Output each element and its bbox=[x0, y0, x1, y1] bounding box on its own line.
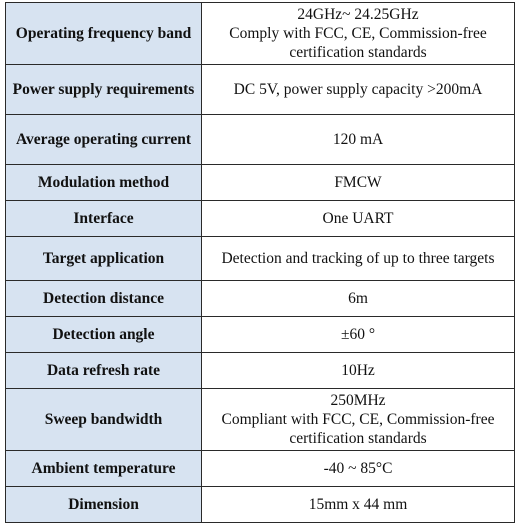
table-row bbox=[6, 487, 515, 523]
spec-value-line: Comply with FCC, CE, Commission-free certification standards bbox=[229, 25, 487, 61]
spec-value-line: ±60 ° bbox=[340, 326, 376, 343]
spec-label: Modulation method bbox=[6, 165, 202, 201]
specification-table bbox=[5, 2, 515, 523]
table-row bbox=[6, 115, 515, 165]
spec-label: Average operating current bbox=[6, 115, 202, 165]
spec-value bbox=[202, 451, 515, 487]
spec-value bbox=[202, 389, 515, 451]
spec-value bbox=[202, 317, 515, 353]
spec-label: Dimension bbox=[6, 487, 202, 523]
spec-value-line: 24GHz~ 24.25GHz bbox=[297, 6, 419, 23]
table-row bbox=[6, 201, 515, 237]
spec-label: Detection distance bbox=[6, 281, 202, 317]
spec-label: Operating frequency band bbox=[6, 3, 202, 65]
specification-table-body bbox=[6, 3, 515, 523]
spec-label: Target application bbox=[6, 237, 202, 281]
spec-value bbox=[202, 3, 515, 65]
spec-value-line: -40 ~ 85°C bbox=[323, 460, 393, 477]
spec-value bbox=[202, 115, 515, 165]
spec-value-line: DC 5V, power supply capacity >200mA bbox=[233, 81, 483, 98]
spec-value bbox=[202, 65, 515, 115]
spec-value-line: Detection and tracking of up to three targets bbox=[221, 250, 495, 267]
spec-value-line: FMCW bbox=[334, 174, 382, 191]
spec-label: Interface bbox=[6, 201, 202, 237]
table-row bbox=[6, 353, 515, 389]
table-row bbox=[6, 165, 515, 201]
table-row bbox=[6, 389, 515, 451]
spec-label: Data refresh rate bbox=[6, 353, 202, 389]
table-row bbox=[6, 3, 515, 65]
spec-label: Power supply requirements bbox=[6, 65, 202, 115]
spec-value-line: One UART bbox=[322, 210, 394, 227]
spec-value bbox=[202, 237, 515, 281]
spec-label: Ambient temperature bbox=[6, 451, 202, 487]
spec-value bbox=[202, 201, 515, 237]
spec-value-line: 15mm x 44 mm bbox=[308, 496, 408, 513]
spec-value-line: 10Hz bbox=[341, 362, 375, 379]
spec-value-line: 120 mA bbox=[332, 131, 384, 148]
spec-value-line: Compliant with FCC, CE, Commission-free certification standards bbox=[221, 411, 495, 447]
spec-value-line: 250MHz bbox=[330, 392, 386, 409]
spec-value bbox=[202, 353, 515, 389]
spec-label: Sweep bandwidth bbox=[6, 389, 202, 451]
table-row bbox=[6, 317, 515, 353]
spec-value bbox=[202, 487, 515, 523]
spec-label: Detection angle bbox=[6, 317, 202, 353]
table-row bbox=[6, 281, 515, 317]
spec-value-line: 6m bbox=[348, 290, 368, 307]
spec-value bbox=[202, 165, 515, 201]
table-row bbox=[6, 451, 515, 487]
spec-value bbox=[202, 281, 515, 317]
table-row bbox=[6, 237, 515, 281]
table-row bbox=[6, 65, 515, 115]
